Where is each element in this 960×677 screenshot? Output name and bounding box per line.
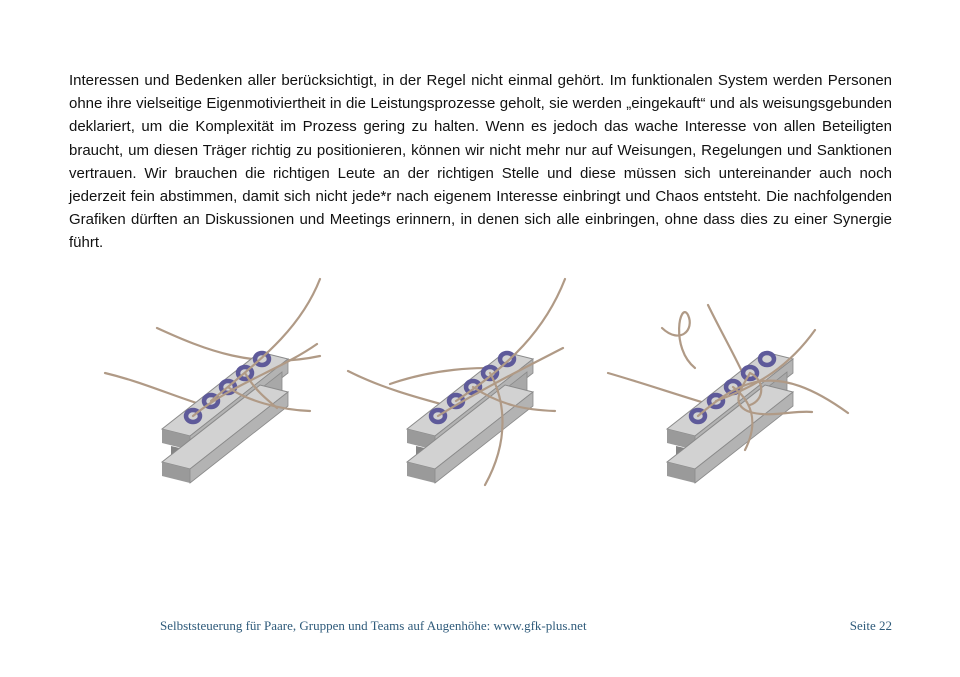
- body-paragraph: Interessen und Bedenken aller berücksichtigt, in der Regel nicht einmal gehört. Im funktionalen System werden Personen ohne ihre vielseitige Eigenmotiviertheit in die Leistungsprozesse geholt, sie werden „eingekauft“ und als weisungsgebunden deklariert, um die Komplexität im Prozess gering zu halten. Wenn es jedoch das wache Interesse von allen Beteiligten braucht, um diesen Träger richtig zu positionieren, können wir nicht mehr nur auf Weisungen, Regelungen und Sanktionen vertrauen. Wir brauchen die richtigen Leute an der richtigen Stelle und diese müssen sich untereinander auch noch jederzeit fein abstimmen, damit sich nicht jede*r nach eigenem Interesse einbringt und Chaos entsteht. Die nachfolgenden Grafiken dürften an Diskussionen und Meetings erinnern, in denen sich alle einbringen, ohne dass dies zu einer Synergie führt.: [69, 72, 892, 252]
- beam-illustration-1: [95, 270, 355, 500]
- beam-illustration-3: [600, 270, 860, 500]
- beam-illustration-2: [340, 270, 600, 500]
- footer-title: Selbststeuerung für Paare, Gruppen und Teams auf Augenhöhe: www.gfk-plus.net: [160, 618, 587, 633]
- i-beam: [407, 352, 533, 483]
- footer-page-number: Seite 22: [849, 618, 892, 633]
